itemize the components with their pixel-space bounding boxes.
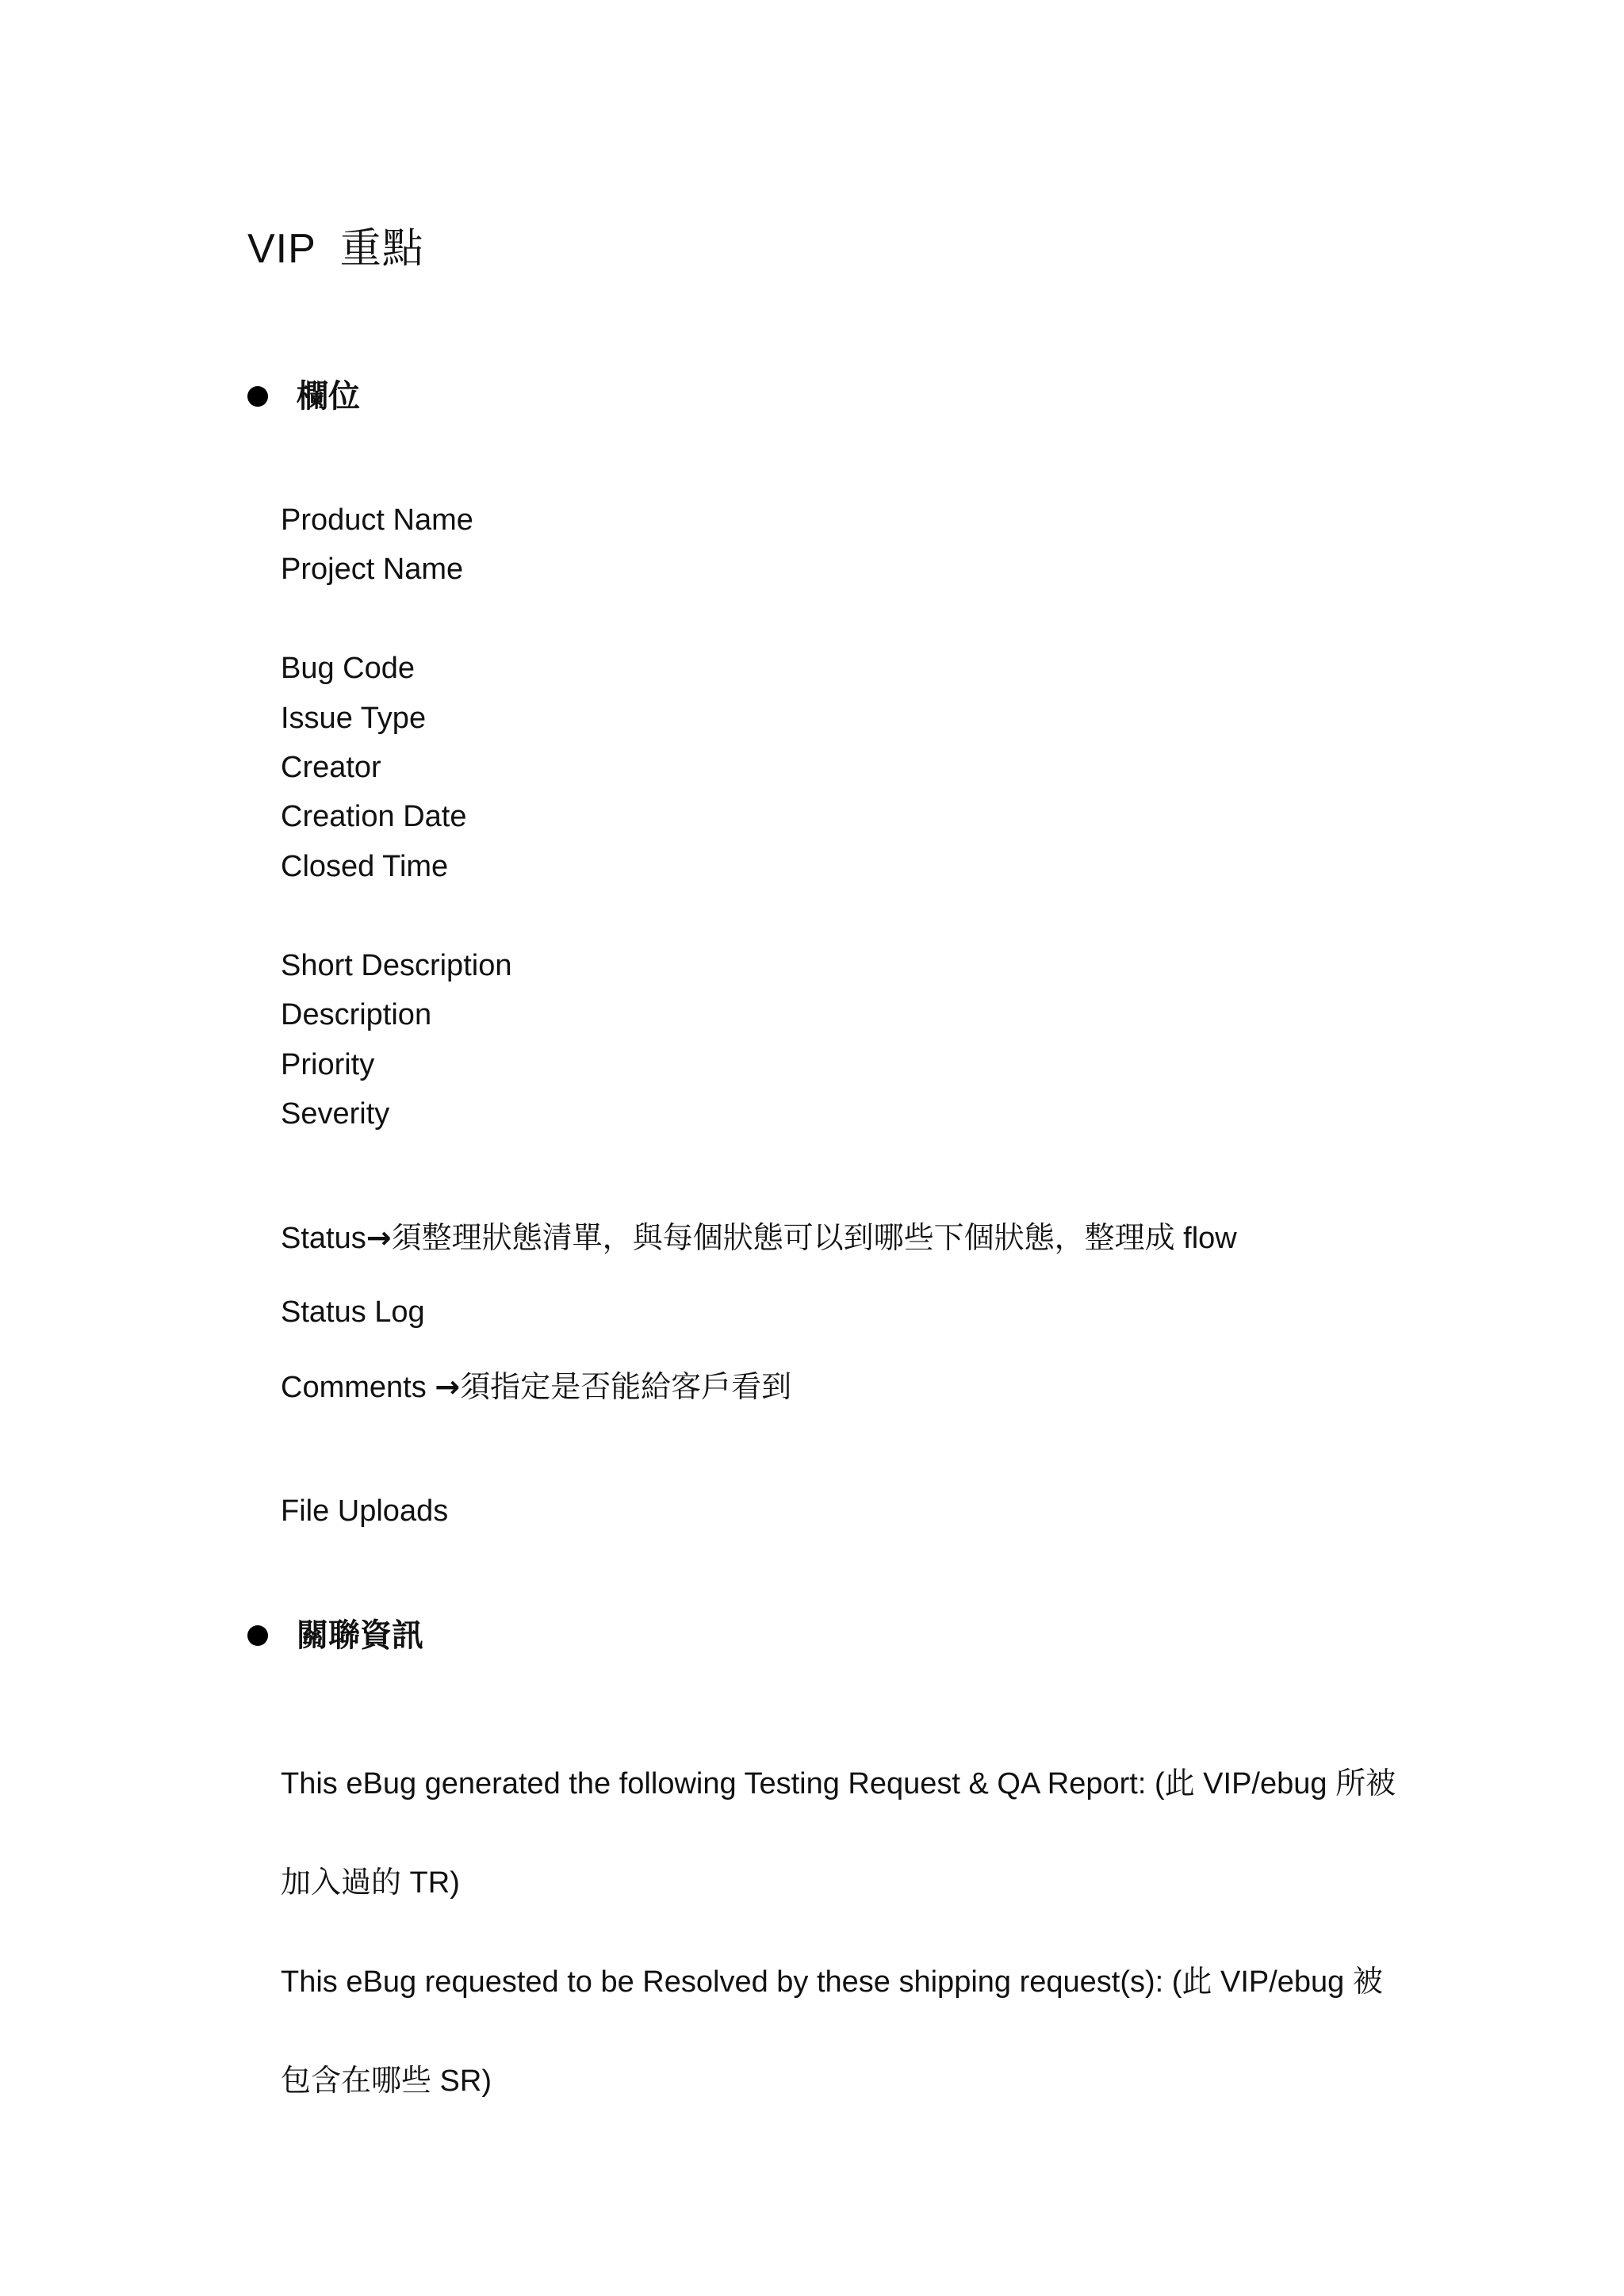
arrow-right-icon: →	[366, 1220, 392, 1255]
field-creation-date: Creation Date	[281, 800, 467, 833]
page-title: VIP 重點	[247, 226, 424, 272]
bullet-dot-icon	[247, 386, 268, 407]
section-fields	[247, 374, 360, 419]
related-info-line: This eBug generated the following Testing Request & QA Report: (此 VIP/ebug 所被	[281, 1767, 1396, 1800]
field-closed-time: Closed Time	[281, 850, 449, 883]
field-status	[281, 1215, 1237, 1261]
comments-note: 須指定是否能給客戶看到	[460, 1371, 792, 1404]
arrow-right-icon: →	[435, 1369, 461, 1404]
related-info-line: This eBug requested to be Resolved by these shipping request(s): (此 VIP/ebug 被	[281, 1965, 1383, 1999]
field-comments	[281, 1364, 791, 1410]
section-related-info	[247, 1613, 423, 1658]
status-note: 須整理狀態清單，與每個狀態可以到哪些下個狀態，整理成 flow	[391, 1222, 1237, 1255]
field-file-uploads: File Uploads	[281, 1494, 449, 1528]
field-product-name: Product Name	[281, 503, 473, 537]
field-status-log: Status Log	[281, 1295, 425, 1329]
status-label: Status	[281, 1222, 366, 1255]
field-creator: Creator	[281, 751, 381, 784]
field-bug-code: Bug Code	[281, 652, 416, 685]
field-short-description: Short Description	[281, 949, 512, 982]
related-info-line: 包含在哪些 SR)	[281, 2064, 492, 2098]
related-info-line: 加入過的 TR)	[281, 1866, 460, 1900]
field-severity: Severity	[281, 1097, 390, 1131]
section-heading: 欄位	[297, 379, 360, 414]
bullet-dot-icon	[247, 1625, 268, 1646]
field-issue-type: Issue Type	[281, 702, 427, 735]
field-priority: Priority	[281, 1048, 375, 1081]
section-heading: 關聯資訊	[297, 1618, 423, 1653]
field-description: Description	[281, 998, 432, 1031]
field-project-name: Project Name	[281, 553, 464, 586]
comments-label: Comments	[281, 1371, 435, 1404]
